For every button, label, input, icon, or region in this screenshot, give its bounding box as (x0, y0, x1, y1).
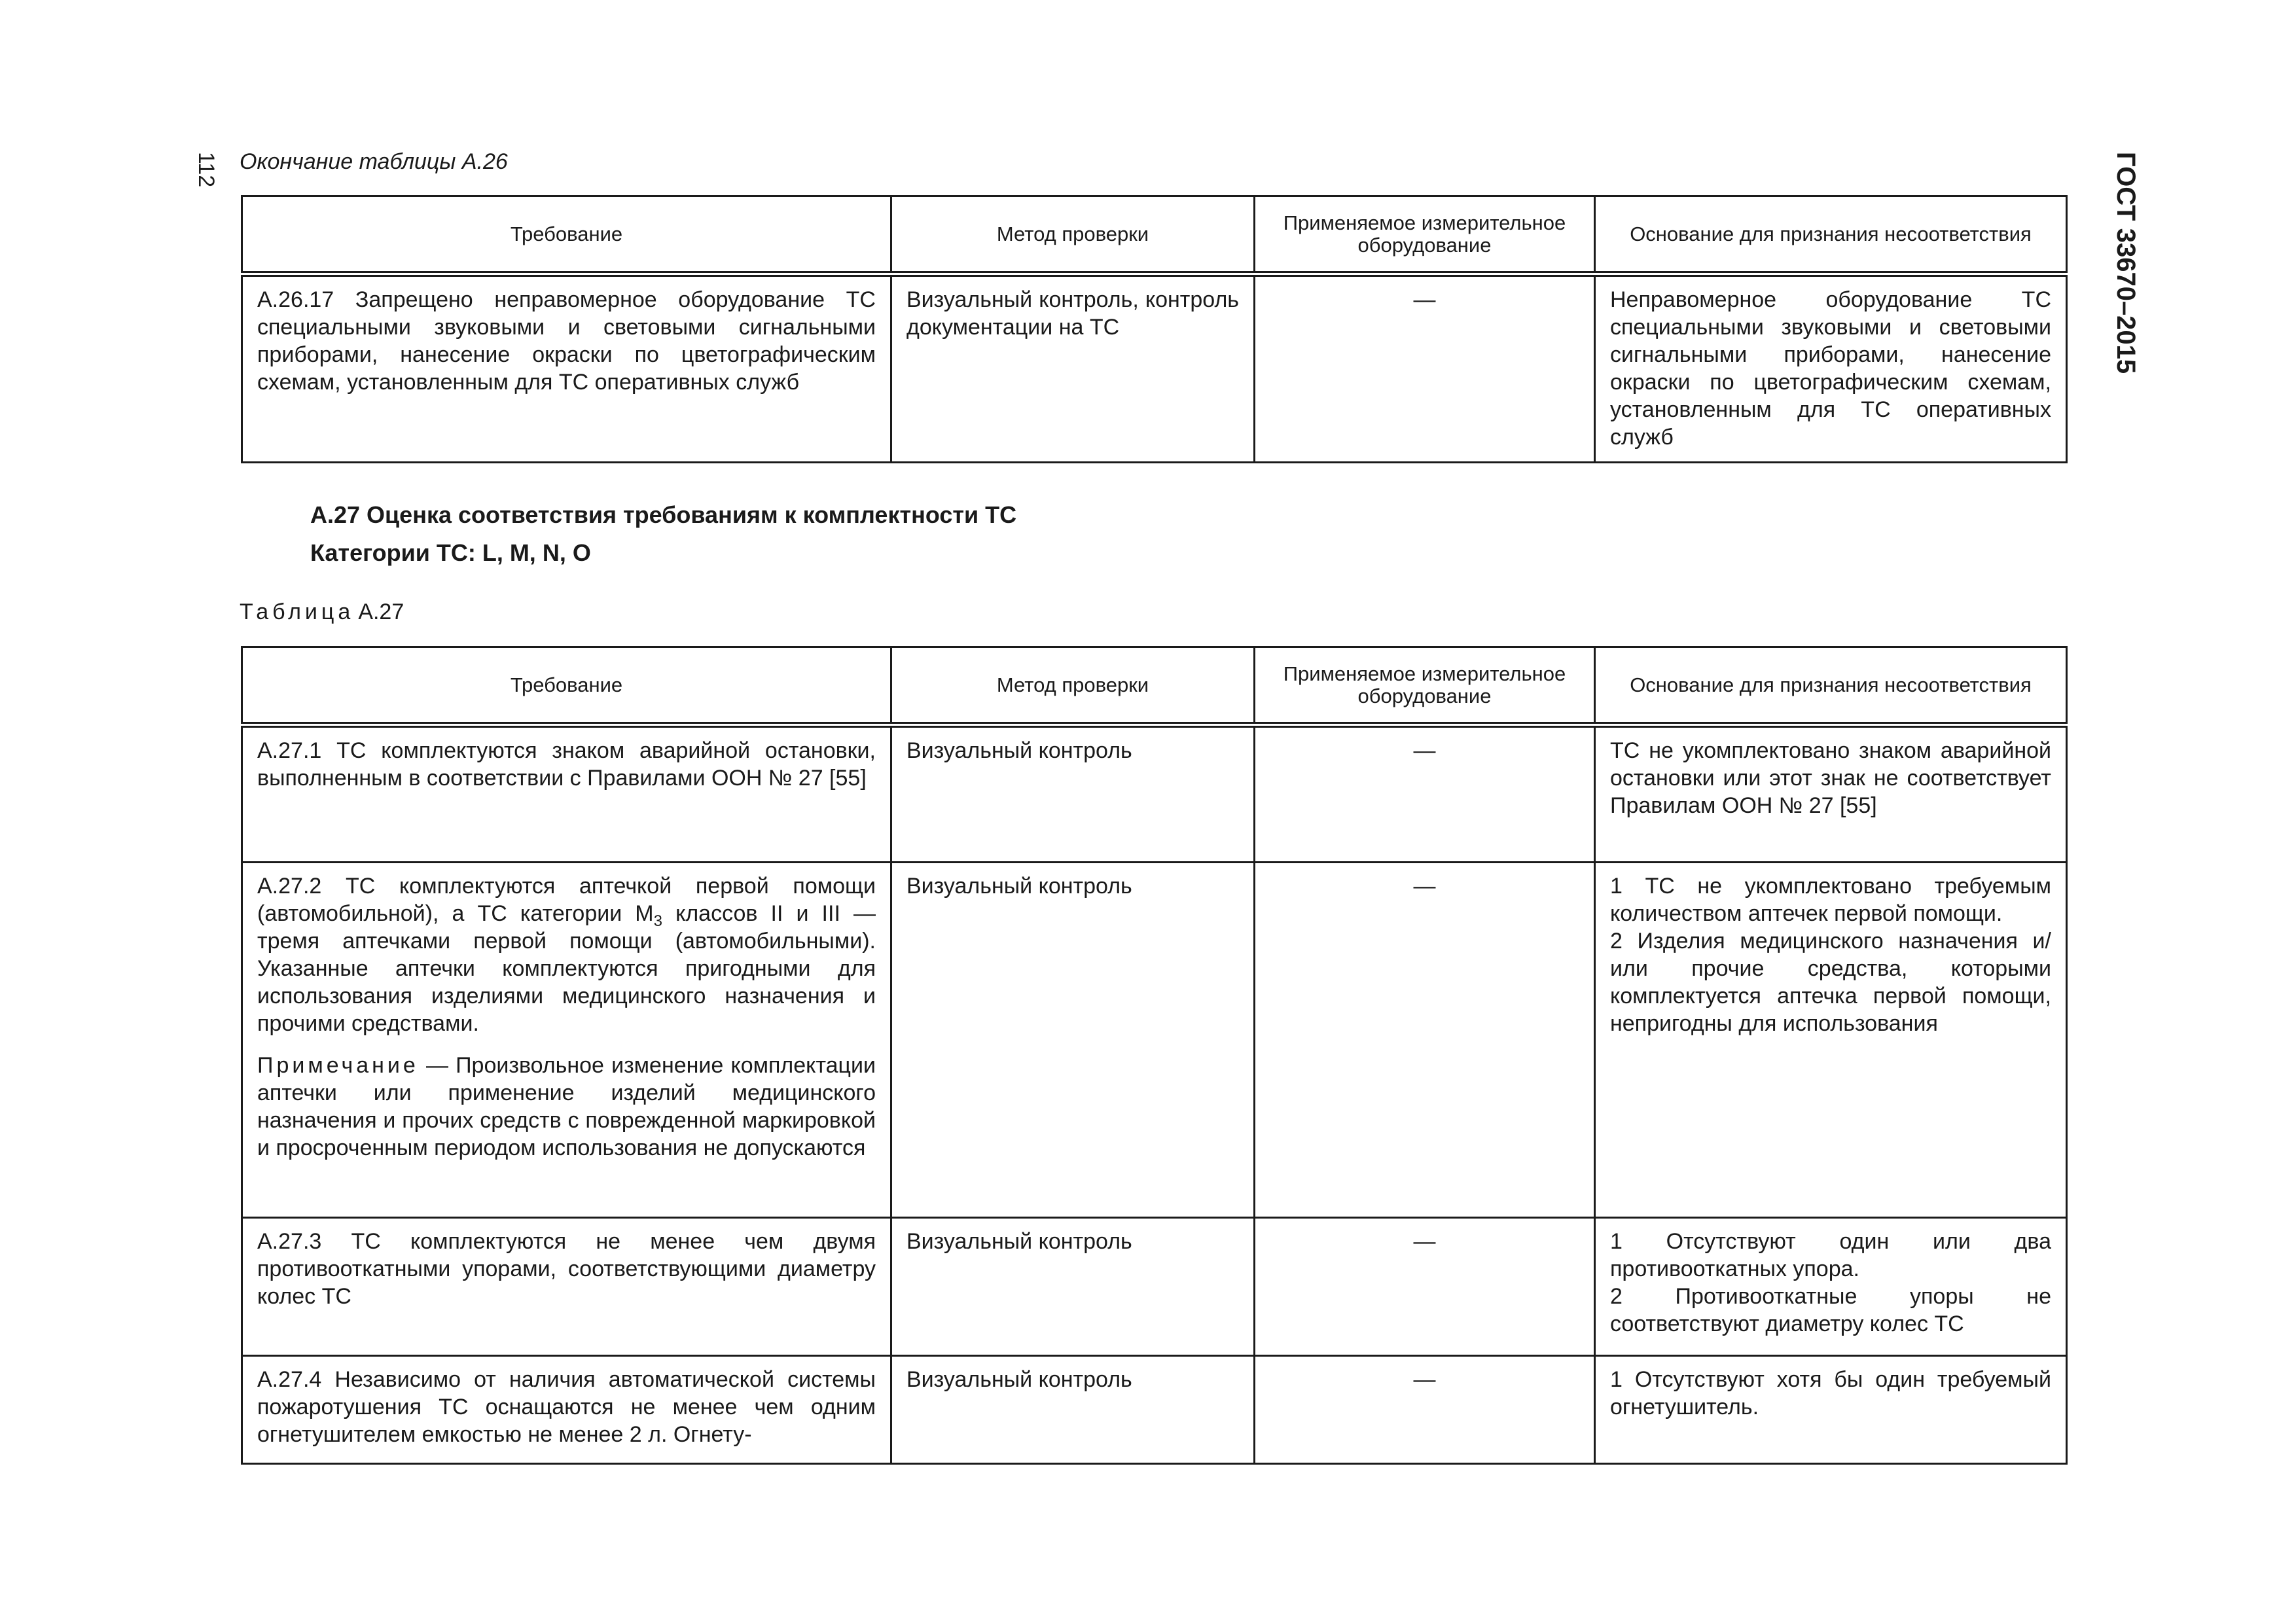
cell-basis: ТС не укомплектовано знаком аварийной остановки или этот знак не соответствует Правилам ООН № 27 [55] (1595, 725, 2067, 863)
basis-line: 1 ТС не укомплектовано требуемым количеством аптечек первой помощи. (1610, 874, 2051, 926)
cell-method: Визуальный контроль, контроль документации на ТС (891, 274, 1255, 463)
table-row (242, 1356, 2067, 1464)
requirement-part: А.27.2 ТС комплектуются аптечкой первой помощи (автомобильной), а ТС категории M (257, 874, 876, 926)
table-a27 (241, 646, 2068, 1465)
page-number: 112 (194, 152, 219, 188)
category-subscript: 3 (653, 912, 662, 930)
cell-equipment: — (1255, 863, 1595, 1218)
continuation-caption: Окончание таблицы А.26 (240, 149, 508, 174)
cell-requirement: А.26.17 Запрещено неправомерное оборудование ТС специальными звуковыми и световыми сигнальными приборами, нанесение окраски по цветографическим схемам, установленным для ТС оперативных служб (242, 274, 891, 463)
table-a26 (241, 195, 2068, 463)
requirement-note (257, 1052, 876, 1162)
cell-method: Визуальный контроль (891, 1218, 1255, 1356)
cell-requirement: А.27.1 ТС комплектуются знаком аварийной остановки, выполненным в соответствии с Правилами ООН № 27 [55] (242, 725, 891, 863)
table-caption (240, 599, 404, 625)
cell-equipment: — (1255, 274, 1595, 463)
cell-equipment: — (1255, 1218, 1595, 1356)
section-title: А.27 Оценка соответствия требованиям к комплектности ТС (310, 501, 1017, 528)
cell-basis: Неправомерное оборудование ТС специальными звуковыми и световыми сигнальными приборами, нанесение окраски по цветографическим схемам, установленным для ТС оперативных служб (1595, 274, 2067, 463)
cell-requirement: А.27.4 Независимо от наличия автоматической системы пожаротушения ТС оснащаются не менее чем одним огнетушителем емкостью не менее 2 л. Огнету- (242, 1356, 891, 1464)
header-equipment: Применяемое измерительное оборудование (1255, 196, 1595, 274)
cell-basis (1595, 1218, 2067, 1356)
basis-line: 2 Изделия медицинского назначения и/или прочие средства, которыми комплектуется аптечка первой помощи, непригодны для использования (1610, 929, 2051, 1036)
header-equipment: Применяемое измерительное оборудование (1255, 647, 1595, 725)
table-caption-number: А.27 (358, 599, 404, 624)
header-method: Метод проверки (891, 196, 1255, 274)
table-caption-word: Таблица (240, 599, 355, 624)
cell-basis (1595, 863, 2067, 1218)
cell-basis: 1 Отсутствуют хотя бы один требуемый огнетушитель. (1595, 1356, 2067, 1464)
cell-method: Визуальный контроль (891, 725, 1255, 863)
table-header-row (242, 196, 2067, 274)
header-requirement: Требование (242, 647, 891, 725)
note-label: Примечание (257, 1053, 419, 1078)
basis-line: 2 Противооткатные упоры не соответствуют диаметру колес ТС (1610, 1284, 2051, 1336)
cell-requirement (242, 863, 891, 1218)
cell-equipment: — (1255, 1356, 1595, 1464)
note-text: — Произвольное изменение комплектации аптечки или применение изделий медицинского назначения и прочих средств с поврежденной маркировкой и просроченным периодом использования не допускаются (257, 1053, 876, 1160)
table-row (242, 863, 2067, 1218)
table-row (242, 725, 2067, 863)
cell-method: Визуальный контроль (891, 1356, 1255, 1464)
table-row (242, 274, 2067, 463)
header-method: Метод проверки (891, 647, 1255, 725)
table-header-row (242, 647, 2067, 725)
header-basis: Основание для признания несоответствия (1595, 647, 2067, 725)
requirement-part: классов II и III — тремя аптечками первой помощи (автомобильными). Указанные аптечки комплектуются пригодными для использования изделиями медицинского назначения и прочими средствами. (257, 901, 876, 1036)
basis-line: 1 Отсутствуют один или два противооткатных упора. (1610, 1229, 2051, 1281)
cell-requirement: А.27.3 ТС комплектуются не менее чем двумя противооткатными упорами, соответствующими диаметру колес ТС (242, 1218, 891, 1356)
header-basis: Основание для признания несоответствия (1595, 196, 2067, 274)
requirement-text (257, 872, 876, 1037)
header-requirement: Требование (242, 196, 891, 274)
cell-method: Визуальный контроль (891, 863, 1255, 1218)
document-id: ГОСТ 33670–2015 (2111, 152, 2140, 374)
table-row (242, 1218, 2067, 1356)
section-categories: Категории ТС: L, M, N, O (310, 539, 591, 566)
cell-equipment: — (1255, 725, 1595, 863)
